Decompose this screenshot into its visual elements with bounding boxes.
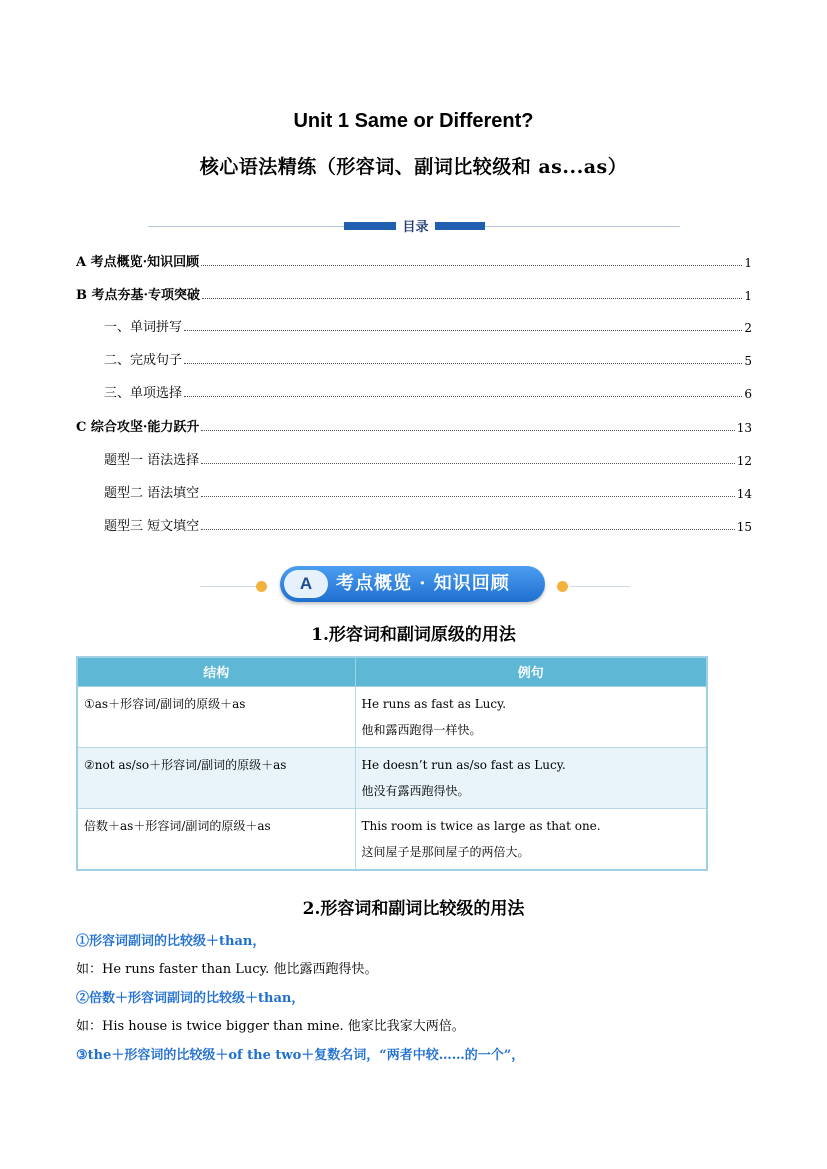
usage-table: [76, 656, 708, 871]
banner-dot-icon: [256, 581, 267, 592]
example-1: 如：He runs faster than Lucy. 他比露西跑得快。: [76, 962, 378, 977]
table-header-row: [77, 657, 707, 686]
toc-item-text: 二、完成句子: [104, 353, 183, 368]
section2-heading: 2.形容词和副词比较级的用法: [302, 899, 525, 919]
toc-item-page: 5: [744, 354, 752, 368]
banner-letter: A: [284, 570, 328, 598]
toc-item[interactable]: [104, 348, 752, 368]
example-cell: [355, 686, 707, 747]
document-title: Unit 1 Same or Different?: [293, 110, 534, 132]
example-cell: [355, 747, 707, 808]
rule-3: ③the＋形容词的比较级＋of the two＋复数名词，“两者中较……的一个”，: [76, 1048, 525, 1063]
toc-item[interactable]: [104, 514, 752, 534]
toc-leader: [184, 363, 742, 364]
section1-heading: 1.形容词和副词原级的用法: [311, 625, 516, 645]
table-row: [77, 686, 707, 747]
toc-bar-left: [344, 222, 396, 230]
structure-cell: ①as＋形容词/副词的原级＋as: [77, 686, 355, 747]
section-a-banner: [200, 564, 630, 604]
toc-leader: [202, 298, 742, 299]
toc-item-text: B 考点夯基·专项突破: [76, 288, 201, 303]
toc-item[interactable]: [76, 415, 752, 435]
example-cn: 他没有露西跑得快。: [361, 783, 470, 798]
toc-header: [148, 218, 680, 235]
example-2: 如：His house is twice bigger than mine. 他家比我家大两倍。: [76, 1019, 465, 1034]
toc-leader: [201, 529, 735, 530]
example-en: He runs as fast as Lucy.: [361, 696, 507, 711]
toc-item[interactable]: [104, 481, 752, 501]
structure-cell: ②not as/so＋形容词/副词的原级＋as: [77, 747, 355, 808]
toc-item-page: 6: [744, 387, 752, 401]
banner-line-left: [200, 586, 260, 587]
example-en: He doesn’t run as/so fast as Lucy.: [361, 757, 566, 772]
toc-item-page: 1: [744, 256, 752, 270]
rule-2: ②倍数＋形容词副词的比较级＋than，: [76, 991, 305, 1006]
example-en: This room is twice as large as that one.: [361, 818, 601, 833]
example-cn: 这间屋子是那间屋子的两倍大。: [361, 844, 530, 859]
document-subtitle: 核心语法精练（形容词、副词比较级和 as...as）: [199, 156, 628, 178]
toc-leader: [184, 330, 742, 331]
column-header: 例句: [355, 657, 707, 686]
toc-item-text: 题型二 语法填空: [104, 486, 200, 501]
toc-leader: [201, 430, 734, 431]
example-cell: [355, 808, 707, 870]
toc-item[interactable]: [76, 283, 752, 303]
toc-leader: [201, 463, 735, 464]
toc-item-page: 2: [744, 321, 752, 335]
toc-leader: [201, 265, 742, 266]
toc-item[interactable]: [104, 381, 752, 401]
toc-item-page: 14: [736, 487, 752, 501]
toc-item-page: 1: [744, 289, 752, 303]
rule-1: ①形容词副词的比较级＋than，: [76, 934, 266, 949]
toc-item-text: 题型三 短文填空: [104, 519, 200, 534]
banner-dot-icon: [557, 581, 568, 592]
table-row: [77, 808, 707, 870]
banner-text: 考点概览 · 知识回顾: [336, 573, 510, 594]
example-cn: 他和露西跑得一样快。: [361, 722, 482, 737]
banner-line-right: [570, 586, 630, 587]
toc-item-page: 13: [736, 421, 752, 435]
column-header: 结构: [77, 657, 355, 686]
toc-bar-right: [435, 222, 485, 230]
toc-item[interactable]: [104, 448, 752, 468]
toc-item-text: 三、单项选择: [104, 386, 183, 401]
structure-cell: 倍数＋as＋形容词/副词的原级＋as: [77, 808, 355, 870]
toc-label: 目录: [396, 216, 435, 235]
toc-item-page: 15: [736, 520, 752, 534]
toc-item-text: 一、单词拼写: [104, 320, 183, 335]
banner-pill: [280, 566, 545, 602]
toc-leader: [184, 396, 742, 397]
toc-item-page: 12: [736, 454, 752, 468]
toc-item[interactable]: [104, 315, 752, 335]
toc-leader: [201, 496, 735, 497]
table-row: [77, 747, 707, 808]
toc-item-text: 题型一 语法选择: [104, 453, 200, 468]
toc-item-text: A 考点概览·知识回顾: [76, 255, 200, 270]
toc-item-text: C 综合攻坚·能力跃升: [76, 420, 200, 435]
toc-item[interactable]: [76, 250, 752, 270]
